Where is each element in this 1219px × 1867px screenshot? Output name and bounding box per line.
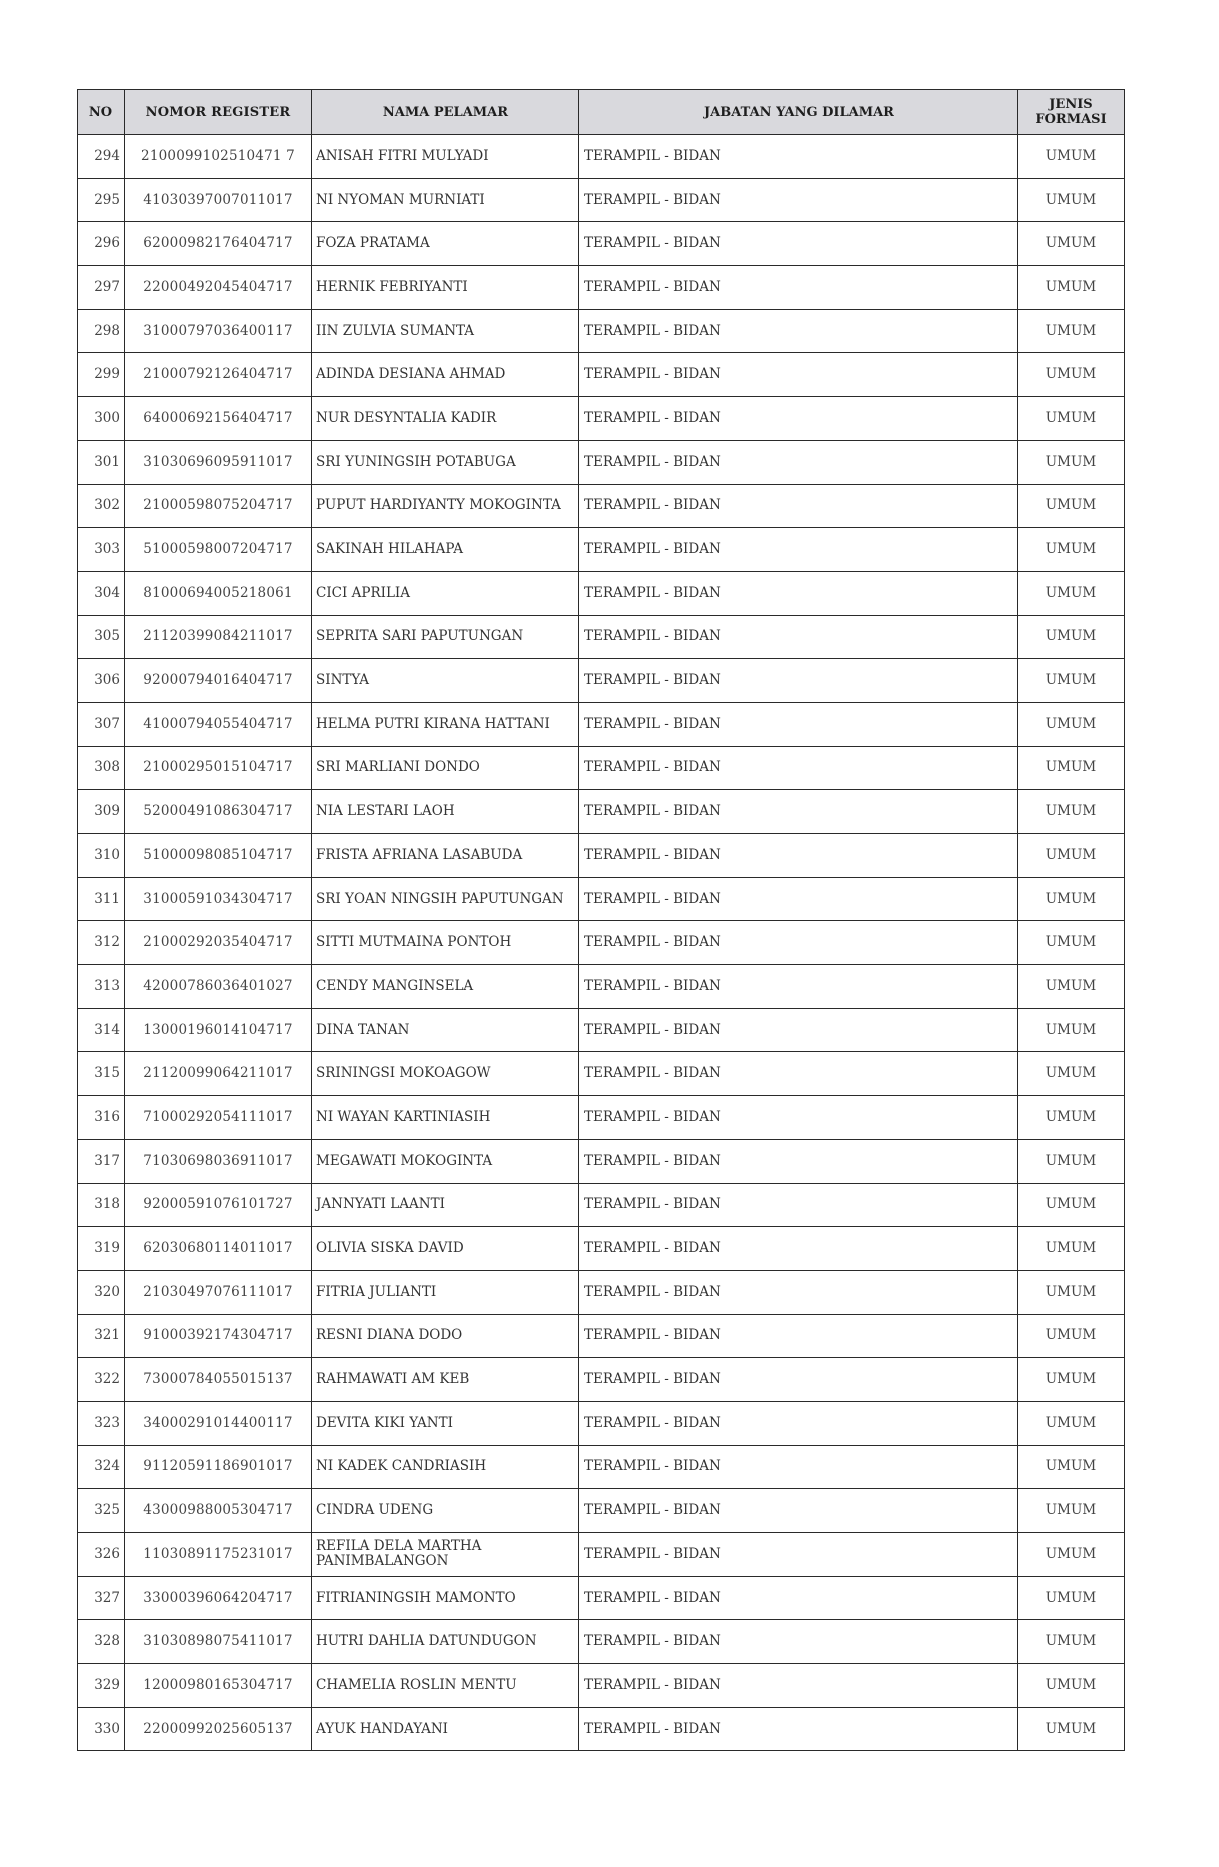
cell-name: ANISAH FITRI MULYADI bbox=[312, 135, 579, 179]
cell-name: CINDRA UDENG bbox=[312, 1489, 579, 1533]
cell-name: CENDY MANGINSELA bbox=[312, 965, 579, 1009]
cell-position: TERAMPIL - BIDAN bbox=[579, 266, 1018, 310]
table-row bbox=[78, 1664, 1125, 1708]
cell-formation-type: UMUM bbox=[1018, 834, 1125, 878]
cell-name: DINA TANAN bbox=[312, 1008, 579, 1052]
table-row bbox=[78, 571, 1125, 615]
cell-position: TERAMPIL - BIDAN bbox=[579, 834, 1018, 878]
cell-no: 297 bbox=[78, 266, 125, 310]
table-row bbox=[78, 834, 1125, 878]
cell-name: SAKINAH HILAHAPA bbox=[312, 528, 579, 572]
cell-name: DEVITA KIKI YANTI bbox=[312, 1401, 579, 1445]
cell-no: 314 bbox=[78, 1008, 125, 1052]
cell-position: TERAMPIL - BIDAN bbox=[579, 353, 1018, 397]
cell-no: 318 bbox=[78, 1183, 125, 1227]
cell-formation-type: UMUM bbox=[1018, 1358, 1125, 1402]
cell-no: 317 bbox=[78, 1139, 125, 1183]
cell-formation-type: UMUM bbox=[1018, 790, 1125, 834]
cell-register: 73000784055015137 bbox=[125, 1358, 312, 1402]
cell-name: ADINDA DESIANA AHMAD bbox=[312, 353, 579, 397]
cell-formation-type: UMUM bbox=[1018, 1183, 1125, 1227]
cell-name: CHAMELIA ROSLIN MENTU bbox=[312, 1664, 579, 1708]
cell-register: 33000396064204717 bbox=[125, 1576, 312, 1620]
cell-no: 298 bbox=[78, 309, 125, 353]
cell-register: 31000591034304717 bbox=[125, 877, 312, 921]
cell-register: 31030696095911017 bbox=[125, 440, 312, 484]
cell-name: MEGAWATI MOKOGINTA bbox=[312, 1139, 579, 1183]
cell-no: 295 bbox=[78, 178, 125, 222]
cell-formation-type: UMUM bbox=[1018, 135, 1125, 179]
cell-formation-type: UMUM bbox=[1018, 1270, 1125, 1314]
cell-position: TERAMPIL - BIDAN bbox=[579, 222, 1018, 266]
cell-position: TERAMPIL - BIDAN bbox=[579, 1270, 1018, 1314]
cell-formation-type: UMUM bbox=[1018, 1227, 1125, 1271]
cell-name: FRISTA AFRIANA LASABUDA bbox=[312, 834, 579, 878]
cell-formation-type: UMUM bbox=[1018, 571, 1125, 615]
header-name: NAMA PELAMAR bbox=[312, 90, 579, 135]
cell-register: 21000295015104717 bbox=[125, 746, 312, 790]
cell-register: 52000491086304717 bbox=[125, 790, 312, 834]
cell-register: 51000098085104717 bbox=[125, 834, 312, 878]
table-row bbox=[78, 1445, 1125, 1489]
table-row bbox=[78, 1576, 1125, 1620]
cell-formation-type: UMUM bbox=[1018, 1401, 1125, 1445]
cell-formation-type: UMUM bbox=[1018, 877, 1125, 921]
cell-name: NUR DESYNTALIA KADIR bbox=[312, 397, 579, 441]
cell-no: 324 bbox=[78, 1445, 125, 1489]
cell-position: TERAMPIL - BIDAN bbox=[579, 1096, 1018, 1140]
table-row bbox=[78, 1489, 1125, 1533]
table-row bbox=[78, 615, 1125, 659]
cell-formation-type: UMUM bbox=[1018, 484, 1125, 528]
cell-position: TERAMPIL - BIDAN bbox=[579, 702, 1018, 746]
cell-register: 31030898075411017 bbox=[125, 1620, 312, 1664]
cell-register: 12000980165304717 bbox=[125, 1664, 312, 1708]
cell-position: TERAMPIL - BIDAN bbox=[579, 1401, 1018, 1445]
table-row bbox=[78, 702, 1125, 746]
table-header bbox=[78, 90, 1125, 135]
table-row bbox=[78, 1620, 1125, 1664]
cell-no: 328 bbox=[78, 1620, 125, 1664]
table-row bbox=[78, 1008, 1125, 1052]
cell-name: FITRIA JULIANTI bbox=[312, 1270, 579, 1314]
cell-register: 22000492045404717 bbox=[125, 266, 312, 310]
cell-no: 310 bbox=[78, 834, 125, 878]
cell-register: 21000792126404717 bbox=[125, 353, 312, 397]
cell-register: 91000392174304717 bbox=[125, 1314, 312, 1358]
cell-formation-type: UMUM bbox=[1018, 1664, 1125, 1708]
table-row bbox=[78, 440, 1125, 484]
cell-position: TERAMPIL - BIDAN bbox=[579, 1358, 1018, 1402]
applicant-table bbox=[77, 89, 1125, 1751]
cell-position: TERAMPIL - BIDAN bbox=[579, 528, 1018, 572]
header-formation-line2: FORMASI bbox=[1035, 112, 1107, 127]
cell-name: FOZA PRATAMA bbox=[312, 222, 579, 266]
cell-position: TERAMPIL - BIDAN bbox=[579, 1314, 1018, 1358]
table-row bbox=[78, 266, 1125, 310]
cell-formation-type: UMUM bbox=[1018, 1445, 1125, 1489]
header-no: NO bbox=[78, 90, 125, 135]
table-row bbox=[78, 1139, 1125, 1183]
cell-register: 43000988005304717 bbox=[125, 1489, 312, 1533]
cell-no: 316 bbox=[78, 1096, 125, 1140]
table-row bbox=[78, 877, 1125, 921]
cell-name: FITRIANINGSIH MAMONTO bbox=[312, 1576, 579, 1620]
cell-position: TERAMPIL - BIDAN bbox=[579, 877, 1018, 921]
cell-name: NI KADEK CANDRIASIH bbox=[312, 1445, 579, 1489]
cell-formation-type: UMUM bbox=[1018, 921, 1125, 965]
table-row bbox=[78, 1270, 1125, 1314]
header-formation-line1: JENIS bbox=[1049, 97, 1093, 112]
cell-position: TERAMPIL - BIDAN bbox=[579, 1664, 1018, 1708]
cell-position: TERAMPIL - BIDAN bbox=[579, 440, 1018, 484]
cell-name: IIN ZULVIA SUMANTA bbox=[312, 309, 579, 353]
cell-formation-type: UMUM bbox=[1018, 1489, 1125, 1533]
cell-register: 41000794055404717 bbox=[125, 702, 312, 746]
table-row bbox=[78, 965, 1125, 1009]
table-row bbox=[78, 1096, 1125, 1140]
cell-name: SRININGSI MOKOAGOW bbox=[312, 1052, 579, 1096]
cell-name: PUPUT HARDIYANTY MOKOGINTA bbox=[312, 484, 579, 528]
cell-no: 319 bbox=[78, 1227, 125, 1271]
cell-position: TERAMPIL - BIDAN bbox=[579, 1008, 1018, 1052]
cell-no: 326 bbox=[78, 1533, 125, 1577]
cell-position: TERAMPIL - BIDAN bbox=[579, 1620, 1018, 1664]
cell-formation-type: UMUM bbox=[1018, 353, 1125, 397]
cell-no: 302 bbox=[78, 484, 125, 528]
cell-formation-type: UMUM bbox=[1018, 1139, 1125, 1183]
cell-name: SINTYA bbox=[312, 659, 579, 703]
cell-no: 330 bbox=[78, 1707, 125, 1751]
header-row bbox=[78, 90, 1125, 135]
cell-no: 309 bbox=[78, 790, 125, 834]
cell-name: SRI YUNINGSIH POTABUGA bbox=[312, 440, 579, 484]
cell-register: 91120591186901017 bbox=[125, 1445, 312, 1489]
table-row bbox=[78, 1314, 1125, 1358]
cell-register: 2100099102510471 7 bbox=[125, 135, 312, 179]
table-row bbox=[78, 353, 1125, 397]
table-row bbox=[78, 921, 1125, 965]
cell-name: OLIVIA SISKA DAVID bbox=[312, 1227, 579, 1271]
table-row bbox=[78, 1183, 1125, 1227]
cell-no: 294 bbox=[78, 135, 125, 179]
cell-no: 325 bbox=[78, 1489, 125, 1533]
cell-position: TERAMPIL - BIDAN bbox=[579, 965, 1018, 1009]
table-body bbox=[78, 135, 1125, 1751]
cell-no: 296 bbox=[78, 222, 125, 266]
cell-formation-type: UMUM bbox=[1018, 528, 1125, 572]
cell-formation-type: UMUM bbox=[1018, 178, 1125, 222]
cell-position: TERAMPIL - BIDAN bbox=[579, 1227, 1018, 1271]
cell-register: 92000591076101727 bbox=[125, 1183, 312, 1227]
cell-no: 322 bbox=[78, 1358, 125, 1402]
cell-name: SITTI MUTMAINA PONTOH bbox=[312, 921, 579, 965]
cell-register: 71030698036911017 bbox=[125, 1139, 312, 1183]
table-row bbox=[78, 135, 1125, 179]
cell-no: 320 bbox=[78, 1270, 125, 1314]
header-register: NOMOR REGISTER bbox=[125, 90, 312, 135]
cell-name: RAHMAWATI AM KEB bbox=[312, 1358, 579, 1402]
cell-register: 34000291014400117 bbox=[125, 1401, 312, 1445]
cell-position: TERAMPIL - BIDAN bbox=[579, 746, 1018, 790]
cell-position: TERAMPIL - BIDAN bbox=[579, 1707, 1018, 1751]
cell-position: TERAMPIL - BIDAN bbox=[579, 397, 1018, 441]
table-row bbox=[78, 178, 1125, 222]
cell-name: NI WAYAN KARTINIASIH bbox=[312, 1096, 579, 1140]
cell-name: CICI APRILIA bbox=[312, 571, 579, 615]
table-row bbox=[78, 528, 1125, 572]
table-row bbox=[78, 397, 1125, 441]
header-formation-type bbox=[1018, 90, 1125, 135]
cell-no: 305 bbox=[78, 615, 125, 659]
cell-formation-type: UMUM bbox=[1018, 1533, 1125, 1577]
cell-no: 315 bbox=[78, 1052, 125, 1096]
cell-no: 323 bbox=[78, 1401, 125, 1445]
cell-name: SEPRITA SARI PAPUTUNGAN bbox=[312, 615, 579, 659]
table-row bbox=[78, 484, 1125, 528]
cell-no: 327 bbox=[78, 1576, 125, 1620]
cell-register: 42000786036401027 bbox=[125, 965, 312, 1009]
cell-formation-type: UMUM bbox=[1018, 615, 1125, 659]
cell-formation-type: UMUM bbox=[1018, 222, 1125, 266]
cell-position: TERAMPIL - BIDAN bbox=[579, 659, 1018, 703]
cell-position: TERAMPIL - BIDAN bbox=[579, 309, 1018, 353]
cell-formation-type: UMUM bbox=[1018, 1576, 1125, 1620]
cell-register: 62000982176404717 bbox=[125, 222, 312, 266]
cell-no: 301 bbox=[78, 440, 125, 484]
cell-position: TERAMPIL - BIDAN bbox=[579, 921, 1018, 965]
cell-register: 21000292035404717 bbox=[125, 921, 312, 965]
cell-name: HELMA PUTRI KIRANA HATTANI bbox=[312, 702, 579, 746]
cell-register: 41030397007011017 bbox=[125, 178, 312, 222]
cell-formation-type: UMUM bbox=[1018, 440, 1125, 484]
cell-formation-type: UMUM bbox=[1018, 1314, 1125, 1358]
cell-no: 306 bbox=[78, 659, 125, 703]
cell-register: 21120099064211017 bbox=[125, 1052, 312, 1096]
cell-register: 21120399084211017 bbox=[125, 615, 312, 659]
cell-formation-type: UMUM bbox=[1018, 1052, 1125, 1096]
cell-formation-type: UMUM bbox=[1018, 1008, 1125, 1052]
cell-formation-type: UMUM bbox=[1018, 309, 1125, 353]
cell-name: NI NYOMAN MURNIATI bbox=[312, 178, 579, 222]
cell-position: TERAMPIL - BIDAN bbox=[579, 1489, 1018, 1533]
cell-position: TERAMPIL - BIDAN bbox=[579, 1139, 1018, 1183]
cell-position: TERAMPIL - BIDAN bbox=[579, 178, 1018, 222]
cell-register: 64000692156404717 bbox=[125, 397, 312, 441]
cell-no: 313 bbox=[78, 965, 125, 1009]
cell-name: AYUK HANDAYANI bbox=[312, 1707, 579, 1751]
cell-no: 304 bbox=[78, 571, 125, 615]
cell-formation-type: UMUM bbox=[1018, 702, 1125, 746]
cell-name: JANNYATI LAANTI bbox=[312, 1183, 579, 1227]
table-row bbox=[78, 309, 1125, 353]
table-row bbox=[78, 746, 1125, 790]
cell-position: TERAMPIL - BIDAN bbox=[579, 1445, 1018, 1489]
cell-formation-type: UMUM bbox=[1018, 965, 1125, 1009]
cell-register: 51000598007204717 bbox=[125, 528, 312, 572]
cell-formation-type: UMUM bbox=[1018, 1096, 1125, 1140]
cell-position: TERAMPIL - BIDAN bbox=[579, 790, 1018, 834]
cell-no: 321 bbox=[78, 1314, 125, 1358]
cell-register: 62030680114011017 bbox=[125, 1227, 312, 1271]
table-row bbox=[78, 222, 1125, 266]
cell-register: 92000794016404717 bbox=[125, 659, 312, 703]
cell-name: SRI YOAN NINGSIH PAPUTUNGAN bbox=[312, 877, 579, 921]
cell-no: 300 bbox=[78, 397, 125, 441]
table-row bbox=[78, 1401, 1125, 1445]
cell-register: 31000797036400117 bbox=[125, 309, 312, 353]
cell-formation-type: UMUM bbox=[1018, 266, 1125, 310]
cell-position: TERAMPIL - BIDAN bbox=[579, 1576, 1018, 1620]
cell-register: 11030891175231017 bbox=[125, 1533, 312, 1577]
cell-position: TERAMPIL - BIDAN bbox=[579, 1533, 1018, 1577]
cell-no: 329 bbox=[78, 1664, 125, 1708]
cell-name: RESNI DIANA DODO bbox=[312, 1314, 579, 1358]
cell-name: NIA LESTARI LAOH bbox=[312, 790, 579, 834]
table-row bbox=[78, 1533, 1125, 1577]
cell-register: 21030497076111017 bbox=[125, 1270, 312, 1314]
cell-register: 13000196014104717 bbox=[125, 1008, 312, 1052]
cell-name: HUTRI DAHLIA DATUNDUGON bbox=[312, 1620, 579, 1664]
cell-no: 303 bbox=[78, 528, 125, 572]
cell-formation-type: UMUM bbox=[1018, 397, 1125, 441]
table-row bbox=[78, 1052, 1125, 1096]
cell-name: HERNIK FEBRIYANTI bbox=[312, 266, 579, 310]
table-row bbox=[78, 1227, 1125, 1271]
cell-register: 22000992025605137 bbox=[125, 1707, 312, 1751]
cell-register: 81000694005218061 bbox=[125, 571, 312, 615]
header-position: JABATAN YANG DILAMAR bbox=[579, 90, 1018, 135]
cell-formation-type: UMUM bbox=[1018, 659, 1125, 703]
table-row bbox=[78, 1358, 1125, 1402]
cell-position: TERAMPIL - BIDAN bbox=[579, 135, 1018, 179]
cell-no: 299 bbox=[78, 353, 125, 397]
cell-position: TERAMPIL - BIDAN bbox=[579, 1183, 1018, 1227]
cell-position: TERAMPIL - BIDAN bbox=[579, 615, 1018, 659]
cell-name: SRI MARLIANI DONDO bbox=[312, 746, 579, 790]
cell-name: REFILA DELA MARTHA PANIMBALANGON bbox=[312, 1533, 579, 1577]
cell-register: 21000598075204717 bbox=[125, 484, 312, 528]
cell-formation-type: UMUM bbox=[1018, 746, 1125, 790]
cell-position: TERAMPIL - BIDAN bbox=[579, 1052, 1018, 1096]
table-row bbox=[78, 659, 1125, 703]
cell-formation-type: UMUM bbox=[1018, 1620, 1125, 1664]
cell-register: 71000292054111017 bbox=[125, 1096, 312, 1140]
cell-no: 308 bbox=[78, 746, 125, 790]
table-row bbox=[78, 1707, 1125, 1751]
cell-no: 307 bbox=[78, 702, 125, 746]
table-row bbox=[78, 790, 1125, 834]
cell-position: TERAMPIL - BIDAN bbox=[579, 484, 1018, 528]
cell-no: 311 bbox=[78, 877, 125, 921]
cell-no: 312 bbox=[78, 921, 125, 965]
cell-position: TERAMPIL - BIDAN bbox=[579, 571, 1018, 615]
cell-formation-type: UMUM bbox=[1018, 1707, 1125, 1751]
